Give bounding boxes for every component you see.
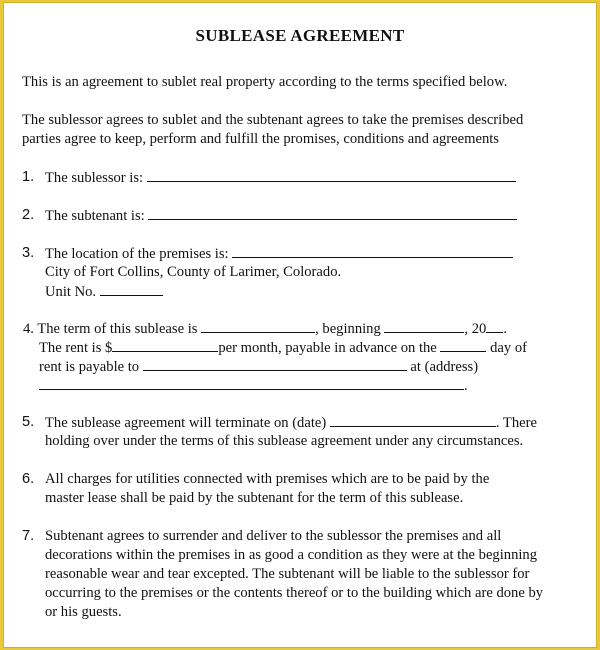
- beginning-date-blank[interactable]: [384, 319, 464, 333]
- item2-label: The subtenant is:: [45, 208, 145, 224]
- item3-number: 3.: [22, 245, 35, 261]
- item4-period: .: [503, 321, 507, 337]
- item4-line1: [23, 319, 507, 338]
- document-page: [4, 3, 596, 647]
- year-label: , 20: [464, 321, 487, 337]
- item4-number: 4.: [23, 321, 34, 337]
- intro-text: This is an agreement to sublet real property according to the terms specified below.: [22, 74, 508, 90]
- rent-amount-blank[interactable]: [112, 338, 218, 352]
- item4-line4: [39, 376, 468, 395]
- rent-day-blank[interactable]: [440, 338, 486, 352]
- unit-label: Unit No.: [45, 284, 97, 300]
- item1-label: The sublessor is:: [45, 170, 144, 186]
- term-blank[interactable]: [201, 319, 315, 333]
- terminate-label: The sublease agreement will terminate on (date): [45, 415, 327, 431]
- payee-blank[interactable]: [143, 357, 407, 371]
- item6-number: 6.: [22, 471, 35, 487]
- there-label: . There: [495, 415, 537, 431]
- item7-line1: Subtenant agrees to surrender and deliver to the sublessor the premises and all: [45, 528, 502, 544]
- item7-line2: decorations within the premises in as good a condition as they were at the beginning: [45, 547, 538, 563]
- item7-line5: or his guests.: [45, 604, 122, 620]
- item4-line3: [39, 357, 478, 376]
- item4-line2: [39, 338, 527, 357]
- location-blank[interactable]: [232, 244, 513, 258]
- unit-blank[interactable]: [100, 282, 163, 296]
- year-blank[interactable]: [486, 319, 503, 333]
- item3-line2: City of Fort Collins, County of Larimer, Colorado.: [45, 264, 342, 280]
- item3-line1: [45, 244, 513, 263]
- per-month-label: per month, payable in advance on the: [218, 340, 437, 356]
- beginning-label: , beginning: [315, 321, 381, 337]
- document-title: SUBLEASE AGREEMENT: [195, 26, 405, 45]
- item1-number: 1.: [22, 169, 35, 185]
- item7-number: 7.: [22, 528, 35, 544]
- item5-line2: holding over under the terms of this sublease agreement under any circumstances.: [45, 433, 524, 449]
- item2-number: 2.: [22, 207, 35, 223]
- item3-label: The location of the premises is:: [45, 246, 229, 262]
- item5-line1: [45, 413, 537, 432]
- day-of-label: day of: [490, 340, 527, 356]
- item5-number: 5.: [22, 414, 35, 430]
- item2-line: [45, 206, 517, 225]
- para2-line1: The sublessor agrees to sublet and the subtenant agrees to take the premises described: [22, 112, 524, 128]
- item6-line1: All charges for utilities connected with premises which are to be paid by the: [45, 471, 490, 487]
- item7-line4: occurring to the premises or the contents thereof or to the building which are done by: [45, 585, 544, 601]
- item1-line: [45, 168, 516, 187]
- para2-line2: parties agree to keep, perform and fulfill the promises, conditions and agreements: [22, 131, 499, 147]
- termination-date-blank[interactable]: [330, 413, 496, 427]
- subtenant-blank[interactable]: [148, 206, 517, 220]
- address-label: at (address): [410, 359, 479, 375]
- sublessor-blank[interactable]: [147, 168, 516, 182]
- rent-label: The rent is $: [39, 340, 113, 356]
- payable-to-label: rent is payable to: [39, 359, 140, 375]
- address-blank[interactable]: [39, 376, 464, 390]
- item4-end-period: .: [464, 378, 468, 394]
- term-label: The term of this sublease is: [37, 321, 198, 337]
- item7-line3: reasonable wear and tear excepted. The subtenant will be liable to the sublessor for: [45, 566, 530, 582]
- item3-line3: [45, 282, 163, 301]
- item6-line2: master lease shall be paid by the subtenant for the term of this sublease.: [45, 490, 464, 506]
